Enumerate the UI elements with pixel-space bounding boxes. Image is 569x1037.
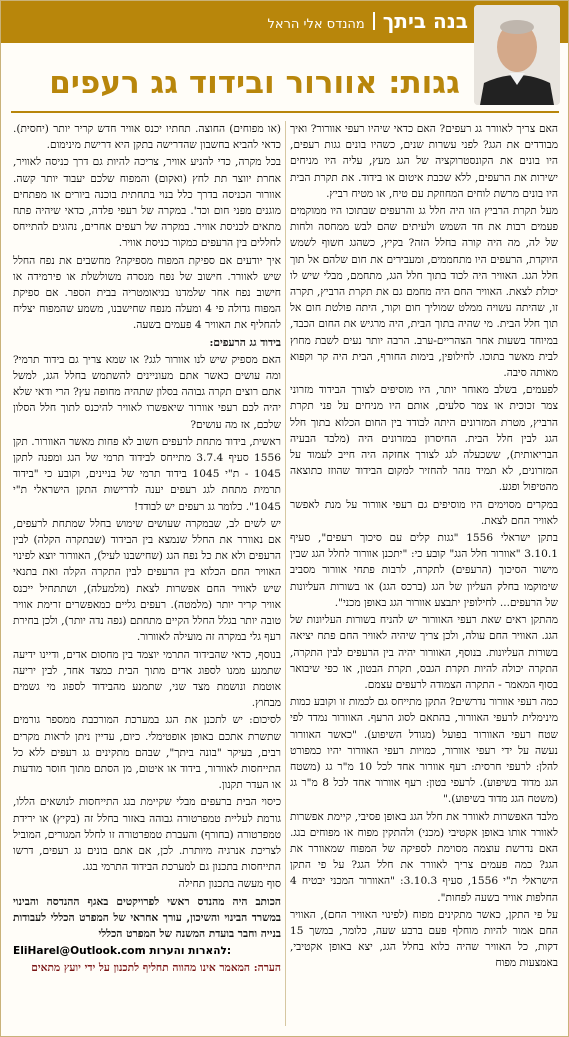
paragraph: לסיכום: יש לתכנן את הגג במערכת המורכבת ממספר גורמים שתשרת אתכם באופן אופטימלי. כיום, עדיין ניתן לראות מקרים רבים, בעיקר "בונה ביתך", שבהם מתקינים גג רעפים ללא כל התייחסות לאוורור, בידוד או איטום, מן הסתם מתוך חוסר מודעות או העדר תקנון. bbox=[13, 714, 281, 792]
title-rule bbox=[11, 111, 559, 113]
closing-note: סוף מעשה בתכנון תחילה bbox=[178, 878, 281, 891]
right-column bbox=[290, 121, 558, 1026]
paragraph: (או מפוחים) החוצה. תחתיו יכנס אוויר חדש קריר יותר (יחסית). כדאי להביא בחשבון שהדרישה בתקן היא דרישת מינימום. bbox=[13, 123, 281, 152]
paragraph: בתקן ישראלי 1556 "גגות קלים עם סיכוך רעפים", סעיף 3.10.1 "אוורור חלל הגג" קובע כי: "יתכנן אוורור לחלל הגג שבין מישור הסיכוך (הרעפים) לתקרה, לרבות פתחי אוורור מסביב שימוקמו בחלק העליון של הגג (ברכס הגג) או בשורות העליונות של הרעפים... לחילופין יתבצע אוורור הגג באופן מכני". bbox=[290, 532, 558, 609]
paragraph: יש לשים לב, שבמקרה שעושים שימוש בחלל שמתחת לרעפים, אם נאוורר את החלל שנמצא בין הבידוד (שבתקרה הקלה) לבין הרעפים ולא את כל נפח הגג (שחישבנו לעיל), האוורור יוצא לפינוי האוויר החם הכלוא בין הרעפים לבין התקרה הקלה ואת בתנאי שיש לאוויר החם אפשרות לצאת (מלמעלה), ושתתחיל ייכנס אוויר קריר יותר (מלמטה). רעפים גליים כמאפשרים זרימת אוויר טובה יותר בגלל החלל הקיים מתחתם (גפה נדה יותר), ולכן בחירת רעף גלי במקרה זה מועילה לאוורור. bbox=[13, 517, 281, 644]
column-divider bbox=[285, 121, 286, 1026]
paragraph: ראשית, בידוד מתחת לרעפים חשוב לא פחות מאשר האוורור. תקן 1556 סעיף 3.7.4 מתייחס לבידוד תרמי של הגג ומפנה לתקן 1045 - ת"י 1045 בידוד תרמי של בניינים, וקובע כי "בידוד תרמית מתחת לגג רעפים יענה לדרישות התקן הישראלי ת"י 1045". כלומר גג רעפים יש לבודד! bbox=[13, 435, 281, 513]
header-separator bbox=[373, 12, 375, 30]
disclaimer: הערה: המאמר אינו מהווה תחליף לתכנון על ידי יועץ מתאים bbox=[31, 962, 281, 975]
author-photo bbox=[474, 5, 560, 105]
article-title: גגות: אוורור ובידוד גג רעפים bbox=[49, 65, 460, 101]
paragraph: האם מספיק שיש לנו אוורור לגג? או שמא צריך גם בידוד תרמי? ומה עושים כאשר אתם מעוניינים להשתמש בחלל הגג, למשל אתם רוצים תקרה גבוהה בסלון שתהיה מחופה עץ? הרי ודאי שלא יהיה לכם רעפי אוורור שיאפשרו לאוויר להיכנס לתוך חלל הסלון שלכם, אז מה עושים? bbox=[13, 353, 281, 431]
section-heading: בידוד גג הרעפים: bbox=[209, 336, 281, 349]
paragraph: בנוסף, כדאי שהבידוד התרמי יוצמד בין מחסום אדים, ודיינו ידיעה שתמנע ממנו לספוג אדים מתוך הבית כמצד אחד, לבין יריעה אוטמת ונושמת מצד שני, שתמנע מהבידוד לספוג מי גשמים מבחוץ. bbox=[13, 648, 281, 710]
author-bio: הכותב היה מהנדס ראשי לפרויקטים באגף ההנדסה והבינוי במשרד הבינוי והשיכון, עורך אחראי של המפרט הכללי לעבודות בנייה וחבר בועדת המשנה של המפרט הכללי bbox=[13, 895, 281, 940]
paragraph: על פי התקן, כאשר מתקינים מפוח (לפינוי האוויר החם), האוויר החם אמור להיות מוחלף פעם ברבע שעה, כלומר, במשך 15 דקות, כל האוויר שהיה כלוא בחלל הגג, יצא באופן אקטיבי, באמצעות מפוח bbox=[290, 908, 558, 970]
paragraph: מלבד האפשרות לאוורר את חלל הגג באופן פסיבי, קיימת אפשרות לאוורר אותו באופן אקטיבי (מכני) ולהתקין מפוח או מפוחים בגג. האם נדרשת עוצמה מסוימת לספיקה של המפוח שמאוורר את הגג? כמה פעמים צריך לאוורר את חלל הגג? על פי התקן הישראלי ת"י 1556, סעיף 3.10.3: "האוורור המכני יבטיח 4 החלפות אוויר בשעה לפחות". bbox=[290, 810, 558, 904]
author-name: מהנדס אלי הראל bbox=[267, 17, 365, 32]
paragraph: במקרים מסוימים היו מוסיפים גם רעפי אוורור על מנת לאפשר לאוויר החם לצאת. bbox=[290, 498, 558, 527]
paragraph: כמה רעפי אוורור נדרשים? התקן מתייחס גם לכמות זו וקובע כמות מינימלית לרעפי האוורור, בהתאם לסוג הרעף. האוורור נמדד לפי שטח רעפי האוורור בפועל (מגודל השיפוע). "כאשר האוורור נעשה על ידי רעפי אוורור, כמויות רעפי האוורור יהיו כמפורט להלן: לרעפי חרסית: רעף אוורור אחד לכל 10 מ"ר גג (משטח הגג מדוד בשיפוע). לרעפי בטון: רעף אוורור אחד לכל 8 מ"ר גג (משטח הגג מדוד בשיפוע)." bbox=[290, 696, 558, 806]
contact-line bbox=[13, 943, 281, 959]
paragraph: בכל מקרה, כדי להניע אוויר, צריכה להיות גם דרך כניסה לאוויר, אחרת יווצר תת לחץ (ואקום) והמפוח שלכם יעבוד יותר קשה. אוורור הכניסה בדרך כלל בנוי בתחתית בוכנה ביורים או מפתחים מוגנים מפני חום וכד'. במקרה של רעפי פלדה, כדאי שיהיה פתח מתאים לכניסת אוויר. במקרה של רעפים אחרים, נהוגים להתייחס לחללים בין הרעפים כמקור כניסת אוויר. bbox=[13, 156, 281, 250]
paragraph: לפעמים, בשלב מאוחר יותר, היו מוסיפים לצורך הבידוד מזרוני צמר זכוכית או צמר סלעים, אותם היו מניחים על פני תקרת הרביץ, מטרת המזרונים היתה לבודד בין החום הכלוא בתוך חלל הגג לבין חלל הבית. החיסרון במזרונים היה (מלבד הבעיה הבריאותית), ששכעלה לגג לצורך אחזקה היה חייב לעמוד על המזרונים, לא תמיד נזהר להחזיר למקום הבידוד שהוזז כתוצאה מהטיפול ופגע. bbox=[290, 384, 558, 494]
paragraph: כיסוי הבית ברעפים מבלי שקיימת בגג התייחסות לנושאים הללו, גורמת לעליית טמפרטורה גבוהה באזור בחלל זה (בקיץ) או ירידת טמפרטורה (בחורף) והעברת טמפרטורה זו לחלל המגורים, המוביל לצריכת אנרגיה מיותרת. לכן, אם אתם בונים גג רעפים, דרשו התייחסות בתכנון גם למערכת הבידוד התרמי בגג. bbox=[13, 796, 281, 874]
header-text bbox=[268, 9, 469, 33]
contact-label: להארות והערות: bbox=[149, 945, 232, 958]
paragraph: האם צריך לאוורר גג רעפים? האם כדאי שיהיו רעפי אוורור? ואיך מבודדים את הגג? לפני עשרות שנים, כשהיו בונים גגות רעפים, היו בונים את הקונסטרוקציה של הגג מעץ, עליה היו מניחים ישירות את הרעפים, ללא שכבת איטום או בידוד. את תקרת הבית היו בונים מרשת לוחים המחוזקת עם טיח, או מטיח רביץ. bbox=[290, 123, 558, 200]
article-body bbox=[13, 121, 558, 1026]
paragraph: מעל תקרת הרביץ הזו היה חלל גג והרעפים שבתוכו היו ממוקמים פעמים רבות את חד השמש ולעיתים שהם לבש ממחסה ולחות של לה, מה היה קורה בחלל הזה? בקיץ, כשהגג חשוף לשמש היוקדת, הרעפים היו מתחממים, ומעבירים את חום שלהם אל תוך חלל הגג. האוויר היה לכוד בתוך חלל הגג, מתחמם, מבלי שיש לו יכולת לצאת. האוויר החם היה מחמם גם את תקרת הרביץ, תקרה זו, שהיתה עשויה ממלט שמוליך חום וקור, היתה פולטת חום אל תוך חלל הבית. מי שהיה בתוך הבית, היה מרגיש את החום הכבד, במיוחד בשעות אחר הצהריים-ערב. הרבה יותר נעים לשבת מחוץ לבית מאשר בתוכו. לחילופין, בימות החורף, הבית היה קר וקפוא מאותה סיבה. bbox=[290, 205, 558, 380]
column-name: בנה ביתך bbox=[382, 9, 468, 33]
left-column bbox=[13, 121, 281, 1026]
paragraph: איך יודעים אם ספיקת המפוח מספיקה? מחשבים את נפח החלל שיש לאוורר. חישוב של נפח מנסרה משולשלת או פירמידה או חישוב נפח אחר שלמדנו בגיאומטריה בבית הספר. אם ספיקת המפוח גדולה פי 4 ומעלה מנפח שחישבנו, משמע שהמפוח יצליח להחליף את האוויר 4 פעמים בשעה. bbox=[13, 254, 281, 332]
email-link[interactable]: EliHarel@Outlook.com bbox=[13, 945, 146, 958]
paragraph: מהתקן ראים שאת רעפי האוורור יש להניח בשורות העליונות של הגג. האוויר החם עולה, ולכן צריך שיהיה לאוויר החם פתח יציאה בשורות העליונות. בנוסף, האוורור יהיה בין הרעפים לבין התקרה, התקרה יכולה להיות תקרת הגבס, תקרת הבטון, או כפי שיבואר בסוף המאמר - התקרה הצמודה לרעפים עצמם. bbox=[290, 614, 558, 691]
